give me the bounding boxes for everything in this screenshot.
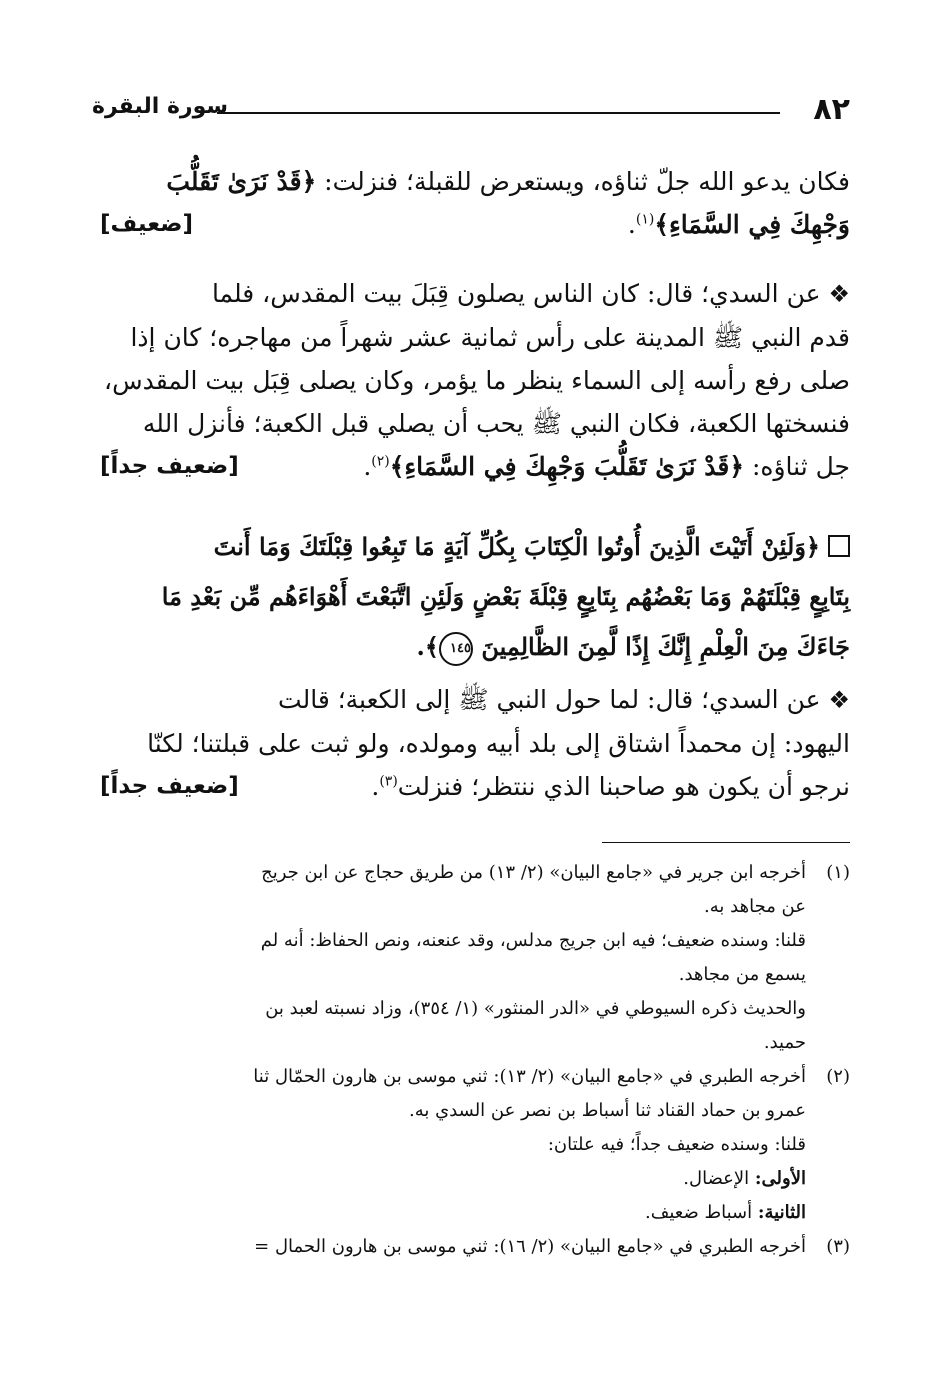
paragraph-3 bbox=[100, 678, 850, 808]
footnote-line: قلنا: وسنده ضعيف؛ فيه ابن جريج مدلس، وقد عنعنه، ونص الحفاظ: أنه لم bbox=[260, 930, 806, 951]
footnote-ref[interactable]: (٣) bbox=[379, 773, 398, 790]
paragraph-2-line-4 bbox=[100, 402, 850, 445]
footnote-separator bbox=[602, 842, 850, 843]
verse-end: ﴾. bbox=[416, 632, 439, 661]
footnote-line: يسمع من مجاهد. bbox=[678, 964, 806, 985]
diamond-bullet-icon: ❖ bbox=[828, 686, 850, 714]
footnote-line: عن مجاهد به. bbox=[704, 896, 806, 917]
paragraph-2-text-2: قدم النبي ﷺ المدينة على رأس ثمانية عشر شهراً من مهاجره؛ كان إذا bbox=[130, 323, 850, 352]
footnote-ref[interactable]: (٢) bbox=[371, 453, 390, 470]
grade-label: [ضعيف جداً] bbox=[100, 773, 239, 799]
page-number: ٨٢ bbox=[813, 92, 850, 127]
punctuation: . bbox=[627, 210, 636, 239]
punctuation: . bbox=[371, 772, 380, 801]
footnote-line bbox=[100, 1196, 806, 1230]
quran-quote: ﴿قَدْ نَرَىٰ تَقَلُّبَ bbox=[166, 167, 317, 196]
paragraph-2-line-3 bbox=[100, 359, 850, 402]
footnote-ref[interactable]: (١) bbox=[635, 211, 655, 228]
paragraph-3-text-1: عن السدي؛ قال: لما حول النبي ﷺ إلى الكعبة؛ قالت bbox=[278, 685, 821, 714]
paragraph-1 bbox=[100, 160, 850, 246]
paragraph-1-text: فكان يدعو الله جلّ ثناؤه، ويستعرض للقبلة؛ فنزلت: bbox=[316, 167, 850, 196]
verse-box-icon bbox=[828, 535, 850, 557]
verse-text-3: جَاءَكَ مِنَ الْعِلْمِ إِنَّكَ إِذًا لَّمِنَ الظَّالِمِينَ bbox=[481, 632, 850, 661]
footnote-line: عمرو بن حماد القناد ثنا أسباط بن نصر عن السدي به. bbox=[409, 1100, 806, 1121]
grade-label: [ضعيف] bbox=[100, 211, 194, 237]
diamond-bullet-icon: ❖ bbox=[828, 280, 850, 308]
verse-line-2 bbox=[100, 572, 850, 622]
quran-quote: ﴿قَدْ نَرَىٰ تَقَلُّبَ وَجْهِكَ فِي السَّمَاءِ﴾ bbox=[389, 452, 744, 481]
quran-verse bbox=[100, 522, 850, 672]
paragraph-3-line-1 bbox=[100, 678, 850, 722]
footnote-line: أخرجه الطبري في «جامع البيان» (٢/ ١٣): ثني موسى بن هارون الحمّال ثنا bbox=[253, 1066, 806, 1087]
header-rule bbox=[217, 112, 780, 114]
paragraph-3-line-2 bbox=[100, 722, 850, 765]
paragraph-3-text-2: اليهود: إن محمداً اشتاق إلى بلد أبيه ومولده، ولو ثبت على قبلتنا؛ لكنّا bbox=[147, 729, 850, 758]
paragraph-3-line-3 bbox=[100, 765, 850, 808]
paragraph-2-line-5 bbox=[100, 445, 850, 488]
footnote-text: أسباط ضعيف. bbox=[645, 1202, 758, 1223]
paragraph-2-text-3: صلى رفع رأسه إلى السماء ينظر ما يؤمر، وكان يصلى قِبَل بيت المقدس، bbox=[104, 366, 850, 395]
footnote-label: الأولى: bbox=[754, 1168, 806, 1189]
paragraph-2-line-1 bbox=[100, 272, 850, 316]
page-header bbox=[92, 92, 850, 128]
paragraph-1-line-2 bbox=[100, 203, 850, 246]
footnote-text: الإعضال. bbox=[683, 1168, 755, 1189]
footnotes bbox=[100, 856, 850, 1264]
footnote-number: (٣) bbox=[826, 1236, 850, 1257]
paragraph-2 bbox=[100, 272, 850, 488]
paragraph-2-text-5: جل ثناؤه: bbox=[744, 452, 850, 481]
punctuation: . bbox=[363, 452, 372, 481]
verse-text-1: ﴿وَلَئِنْ أَتَيْتَ الَّذِينَ أُوتُوا الْكِتَابَ بِكُلِّ آيَةٍ مَا تَبِعُوا قِبْلَتَكَ وَمَا أَنتَ bbox=[213, 532, 820, 561]
ayah-number-badge: ١٤٥ bbox=[439, 632, 473, 666]
footnote-label: الثانية: bbox=[757, 1202, 806, 1223]
verse-line-1 bbox=[100, 522, 850, 572]
footnote-line: حميد. bbox=[763, 1032, 806, 1053]
footnote-line: أخرجه الطبري في «جامع البيان» (٢/ ١٦): ثني موسى بن هارون الحمال = bbox=[254, 1236, 806, 1257]
footnote-line: أخرجه ابن جرير في «جامع البيان» (٢/ ١٣) من طريق حجاج عن ابن جريج bbox=[261, 862, 806, 883]
paragraph-2-line-2 bbox=[100, 316, 850, 359]
footnote-2 bbox=[100, 1060, 850, 1230]
paragraph-2-text-4: فنسختها الكعبة، فكان النبي ﷺ يحب أن يصلي قبل الكعبة؛ فأنزل الله bbox=[142, 409, 850, 438]
quran-quote: وَجْهِكَ فِي السَّمَاءِ﴾ bbox=[654, 210, 850, 239]
verse-text-2: بِتَابِعٍ قِبْلَتَهُمْ وَمَا بَعْضُهُم بِتَابِعٍ قِبْلَةَ بَعْضٍ وَلَئِنِ اتَّبَعْتَ أَهْوَاءَهُم مِّن بَعْدِ مَا bbox=[161, 582, 850, 611]
paragraph-1-line-1 bbox=[100, 160, 850, 203]
footnote-number: (٢) bbox=[826, 1066, 850, 1087]
grade-label: [ضعيف جداً] bbox=[100, 453, 239, 479]
paragraph-2-text-1: عن السدي؛ قال: كان الناس يصلون قِبَلَ بيت المقدس، فلما bbox=[211, 279, 821, 308]
running-title: سورة البقرة bbox=[92, 94, 229, 119]
footnote-line bbox=[100, 1162, 806, 1196]
footnote-3 bbox=[100, 1230, 850, 1264]
verse-line-3 bbox=[100, 622, 850, 672]
footnote-1 bbox=[100, 856, 850, 1060]
paragraph-3-text-3: نرجو أن يكون هو صاحبنا الذي ننتظر؛ فنزلت bbox=[397, 772, 850, 801]
footnote-line: والحديث ذكره السيوطي في «الدر المنثور» (١/ ٣٥٤)، وزاد نسبته لعبد بن bbox=[265, 998, 806, 1019]
footnote-number: (١) bbox=[826, 862, 850, 883]
footnote-line: قلنا: وسنده ضعيف جداً؛ فيه علتان: bbox=[547, 1134, 806, 1155]
